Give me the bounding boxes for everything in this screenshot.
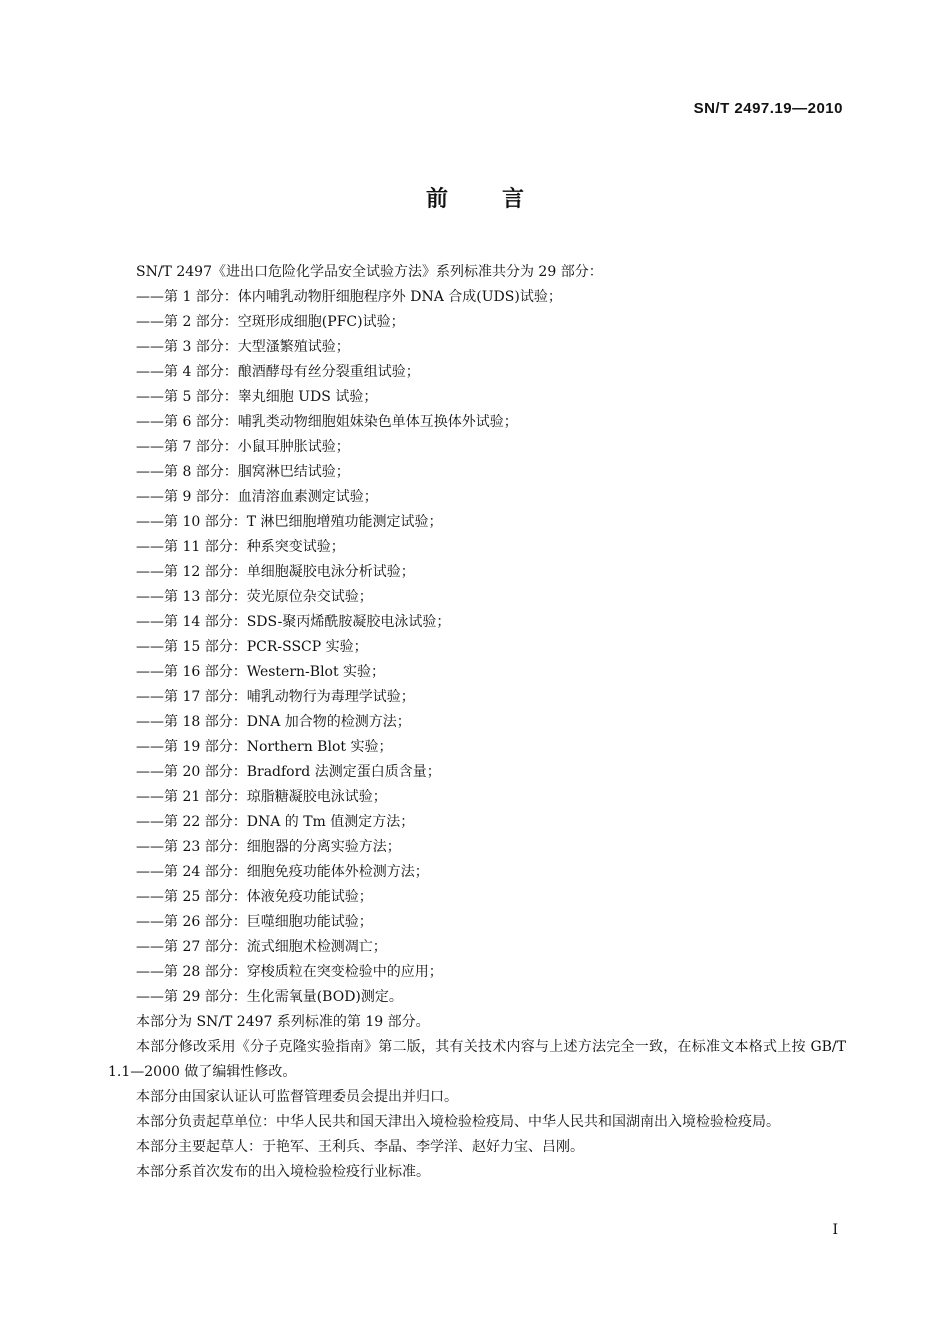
part-item: ——第 21 部分：琼脂糖凝胶电泳试验； <box>136 789 387 805</box>
part-item: ——第 25 部分：体液免疫功能试验； <box>136 889 373 905</box>
page-title: 前言 <box>425 187 578 212</box>
part-item: ——第 5 部分：睾丸细胞 UDS 试验； <box>136 389 378 405</box>
part-item: ——第 1 部分：体内哺乳动物肝细胞程序外 DNA 合成(UDS)试验； <box>136 289 562 305</box>
part-item: ——第 8 部分：腘窝淋巴结试验； <box>136 464 350 480</box>
paragraph-first-release: 本部分系首次发布的出入境检验检疫行业标准。 <box>136 1164 430 1180</box>
part-item: ——第 19 部分：Northern Blot 实验； <box>136 739 393 755</box>
part-item: ——第 4 部分：酿酒酵母有丝分裂重组试验； <box>136 364 420 380</box>
part-item: ——第 23 部分：细胞器的分离实验方法； <box>136 839 401 855</box>
part-item: ——第 22 部分：DNA 的 Tm 值测定方法； <box>136 814 415 830</box>
part-item: ——第 16 部分：Western-Blot 实验； <box>136 664 386 680</box>
standard-number: SN/T 2497.19—2010 <box>693 100 843 117</box>
part-item: ——第 15 部分：PCR-SSCP 实验； <box>136 639 368 655</box>
foreword-body <box>108 260 846 1185</box>
part-item: ——第 14 部分：SDS-聚丙烯酰胺凝胶电泳试验； <box>136 614 451 630</box>
paragraph-proposer: 本部分由国家认证认可监督管理委员会提出并归口。 <box>136 1089 458 1105</box>
part-item: ——第 11 部分：种系突变试验； <box>136 539 345 555</box>
part-item: ——第 28 部分：穿梭质粒在突变检验中的应用； <box>136 964 443 980</box>
part-item: ——第 27 部分：流式细胞术检测凋亡； <box>136 939 387 955</box>
part-item: ——第 10 部分：T 淋巴细胞增殖功能测定试验； <box>136 514 443 530</box>
part-item: ——第 26 部分：巨噬细胞功能试验； <box>136 914 373 930</box>
paragraph-drafters: 本部分主要起草人：于艳军、王利兵、李晶、李学洋、赵好力宝、吕刚。 <box>136 1139 584 1155</box>
paragraph-adoption: 本部分修改采用《分子克隆实验指南》第二版，其有关技术内容与上述方法完全一致，在标准文本格式上按 GB/T 1.1—2000 做了编辑性修改。 <box>108 1039 846 1080</box>
part-item: ——第 29 部分：生化需氧量(BOD)测定。 <box>136 989 403 1005</box>
paragraph-drafting-units: 本部分负责起草单位：中华人民共和国天津出入境检验检疫局、中华人民共和国湖南出入境检验检疫局。 <box>136 1114 780 1130</box>
paragraph-part-number: 本部分为 SN/T 2497 系列标准的第 19 部分。 <box>136 1014 430 1030</box>
part-item: ——第 3 部分：大型溞繁殖试验； <box>136 339 350 355</box>
part-item: ——第 12 部分：单细胞凝胶电泳分析试验； <box>136 564 415 580</box>
part-item: ——第 9 部分：血清溶血素测定试验； <box>136 489 378 505</box>
part-item: ——第 17 部分：哺乳动物行为毒理学试验； <box>136 689 415 705</box>
part-item: ——第 13 部分：荧光原位杂交试验； <box>136 589 373 605</box>
intro-line: SN/T 2497《进出口危险化学品安全试验方法》系列标准共分为 29 部分： <box>136 264 603 280</box>
page-number: I <box>832 1222 838 1238</box>
part-item: ——第 6 部分：哺乳类动物细胞姐妹染色单体互换体外试验； <box>136 414 518 430</box>
part-item: ——第 20 部分：Bradford 法测定蛋白质含量； <box>136 764 441 780</box>
part-item: ——第 18 部分：DNA 加合物的检测方法； <box>136 714 411 730</box>
part-item: ——第 24 部分：细胞免疫功能体外检测方法； <box>136 864 429 880</box>
part-item: ——第 7 部分：小鼠耳肿胀试验； <box>136 439 350 455</box>
part-item: ——第 2 部分：空斑形成细胞(PFC)试验； <box>136 314 405 330</box>
